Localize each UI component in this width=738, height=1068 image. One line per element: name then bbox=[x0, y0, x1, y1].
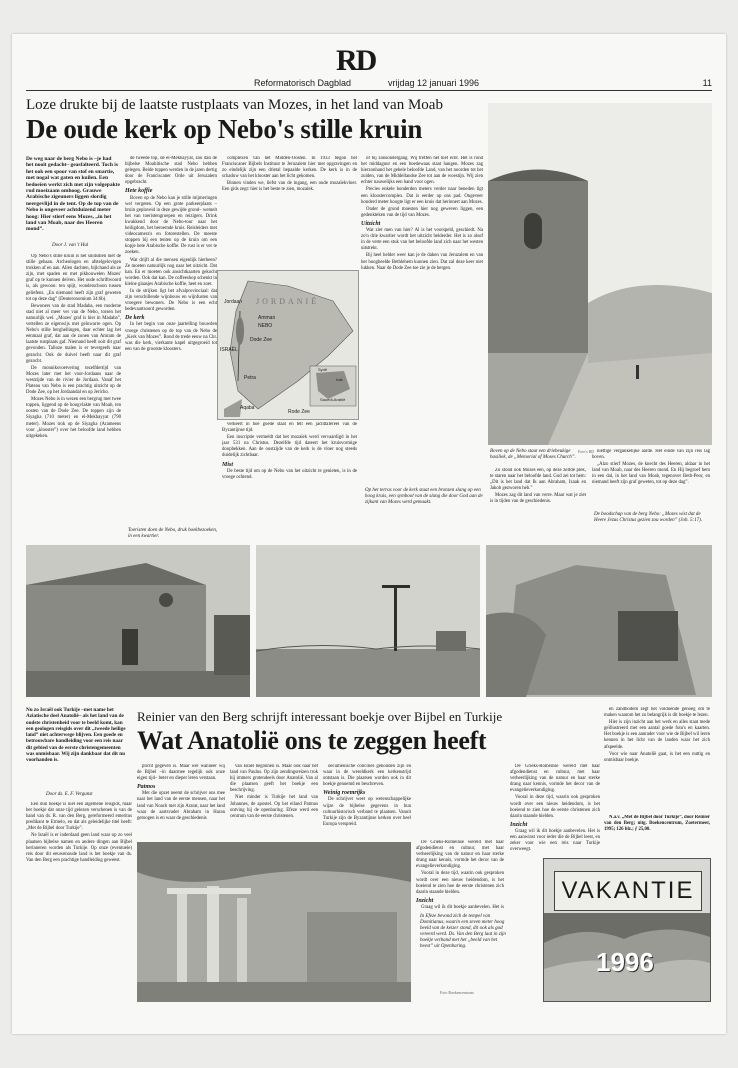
inset-label-saudi: Saoedi-Arabië bbox=[320, 397, 346, 402]
paragraph: Graag wil ik dit boekje aanbevelen. Het is een aanwinst voor ieder die de Bijbel leest, en zeker voor wie een reis naar Turkije overweegt. bbox=[510, 828, 600, 853]
paragraph: De Grieks-Romeinse wereld met haar afgodendienst en cultuur, met haar verheerlijking van de natuur en haar sterke drang naar kennis, vormde het decor van de evangelieverkondiging. bbox=[416, 840, 504, 870]
paragraph: Binnen vinden we, liefst van de ingang, een oude mozaïekvloer. Een gids zegt: hier is het beste te zien, mozaïek. bbox=[222, 181, 357, 193]
article1-byline: Door J. van 't Hul bbox=[52, 243, 89, 248]
jordan-map bbox=[217, 270, 359, 420]
vakantie-sign: VAKANTIE bbox=[554, 871, 702, 911]
subheading: Inzicht bbox=[510, 821, 528, 828]
article1-col2 bbox=[125, 156, 217, 528]
memorial-stone-drawing bbox=[486, 545, 712, 697]
subheading: Uitzicht bbox=[361, 220, 381, 227]
article2-byline: Door ds. E. F. Vergunst bbox=[46, 792, 93, 797]
vakantie-year: 1996 bbox=[596, 947, 654, 977]
map-label-amman: Amman bbox=[258, 315, 276, 321]
article1-col4-caption: Op het terras voor de kerk staat een bronzen slang op een hoog kruis, een symbool van de slang die door God aan de zijkant van Mozes werd gemaakt. bbox=[365, 488, 483, 505]
paragraph: Wat drijft al die mensen eigenlijk hierheen? Ze moeten natuurlijk nog naar het uitzicht. Dat kan. En er moeten ook ansichtkaarten gekocht worden. Ook dat kan. De coffeeshop schenkt in kleine glaasjes Arabische koffie, heet en zoet. bbox=[125, 257, 217, 287]
ephesus-ruins-photo bbox=[137, 842, 411, 1002]
inset-label-syria: Syrië bbox=[318, 367, 328, 372]
newspaper-name: Reformatorisch Dagblad bbox=[254, 78, 352, 88]
paragraph: Wat ziet men van hier? Al is het voorspeld, geschiedt. Na zo'n drie kwartier wordt het uitzicht helderder. Het is zo alsof in de verte een stuk van het beloofde land zich naar het westen uitstrekt. bbox=[361, 228, 483, 252]
church-exterior-photo bbox=[26, 545, 250, 697]
paragraph: complexen van het Midden-Oosten. In 1933 begon het Franciscaner Bijbels Instituut te Jeruzalem hier met opgravingen en zo eindelijk zijn een drietal bepaalde kerken. De kerk is in de schaduw van het klooster aan het licht gekomen. bbox=[222, 156, 357, 180]
article1-intro: De weg naar de berg Nebo is –je had het nooit gedacht– geasfalteerd. Toch is het ook een spoor van stof en smartie, met nogal wat gaten en kuilen. Een bedoeïen werkt zich met zijn volgepakte rud moeizaam omhoog. Grauwe Arabische zigeuners liggen slordig neergevlijd in de tent. Op de top van de Nebo is ongeveer achtduizend meter hoog: Hier stierf eens Mozes, „in het land van Moab, naar des Heeren mond”. bbox=[26, 156, 120, 233]
paragraph: Graag wil ik dit boekje aanbevelen. Het is bbox=[421, 904, 504, 910]
subheading: Weinig roemrijks bbox=[323, 790, 366, 797]
paragraph: Mozes Nebo is in wezen een bergrug met twee toppen, liggend op de hoogvlakte van Moab, ten oosten van de Dode Zee. De toppen zijn de Siyagha (710 meter) en el-Mekhayyat (790 meter). Mozes trok op de Siyagha (Arameens voor „klooster”) over het beloofde land hebben uitgekeken. bbox=[26, 397, 121, 439]
paragraph: Boven op de Nebo kan je stille mijmeringen wel vergeten. Op een grote parkeerplaats –bruin geplaveid in deze gewijde grond– wemelt het van toeristengroepen en reizigers. Drink kwakkend door de Nebo-tour naar het heiligdom, het beroemde kruis. Reisleiders met videocamera's en fotorestellen. De meeste stoppen bij een tenten op de kruin om een kopje hete Arabische koffie. De rust is er ver te zoeken. bbox=[125, 195, 217, 256]
map-label-jordan-river: Jordaan bbox=[224, 299, 243, 305]
paragraph: De Grieks-Romeinse wereld met haar afgodendienst en cultuur, met haar verheerlijking van de natuur en haar sterke drang naar kennis, vormde het decor van de evangelieverkondiging. bbox=[510, 764, 600, 794]
article1-col3-top bbox=[222, 156, 357, 268]
paragraph: Een dun boekje is niet een algemene reisgids, maar het boekje dat onze tijd gelezen verschenen is van de hand van ds. R. van den Berg, gereformeerd emeritus predikant te Ermelo, en dat als geleidelijke titel heeft: „Met de Bijbel door Turkije”. bbox=[26, 802, 132, 832]
issue-date: vrijdag 12 januari 1996 bbox=[388, 78, 480, 88]
paragraph: niettige vergankelijke aarde. Het einde van zijn reis lag boven. bbox=[592, 449, 710, 461]
article2-col6 bbox=[604, 707, 710, 812]
map-country-label: JORDANIË bbox=[256, 297, 320, 306]
church-exterior-drawing bbox=[26, 545, 250, 697]
serpent-cross-photo bbox=[256, 545, 480, 697]
map-label-nebo: NEBO bbox=[258, 323, 273, 329]
page-header bbox=[26, 44, 712, 88]
paragraph: Een inscriptie vermeldt dat het mozaïek werd vervaardigd in het jaar 531 na Christus. Dezelfde tijd dateert het kruisvormige doopbekken. Aan de oostzijde van de kerk is de vloer nog steeds duidelijk zichtbaar. bbox=[222, 435, 357, 459]
paragraph: Met die opzet neemt de schrijver ons mee naar het land van de eerste mensen, naar het land van Noach met zijn Ararat, naar het land waar de aartsvader Abraham in Haran getoogen is en waar de geschiedenis bbox=[137, 791, 225, 821]
paragraph: In het begin van onze jaartelling bouwden vroege christenen op de top van de Nebo de „Kerk van Mozes”. Rond de trede eeuw na Chr. was die kerk, vierkante kapel uitgegroeid tot een van de grootste kloosters. bbox=[125, 322, 217, 352]
paragraph: van Israël begonnen is. Maar ook naar het land van Paulus. Op zijn zendingsreizen trok hij immers grotendeels door Anatolië. Van al die plaatsen geeft het boekje een beschrijving. bbox=[230, 764, 318, 794]
nebo-church-photo bbox=[488, 103, 712, 445]
page-number: 11 bbox=[702, 78, 712, 88]
paragraph: Voor wie naar Anatolië gaat, is het een nuttig en onmisbaar boekje. bbox=[604, 751, 710, 763]
paragraph: Vooral in deze tijd, waarin ook gesproken wordt over een nieuw heidendom, is het boeiend te zien hoe de eerste christenen zich daarin staande hielden. bbox=[510, 795, 600, 819]
subheading: De kerk bbox=[125, 315, 145, 322]
paragraph: verkeert in hoe goede staat en telt een jachttafereel van de Byzantijnse tijd. bbox=[222, 422, 357, 434]
header-rule bbox=[26, 90, 712, 91]
article2-col4-top bbox=[323, 764, 411, 838]
right-photo-caption: Boven op de Nebo staat een driebeukige basiliek, de „Memorial of Moses Church”. bbox=[490, 449, 576, 460]
serpent-cross-drawing bbox=[256, 545, 480, 697]
paragraph: Zo stond ook Mozes een, op deze zelfde plek, te staren naar het beloofde land. God zei tot hem: „Dit is het land dat Ik aan Abraham, Izaak en Jakob gezworen heb.” bbox=[490, 468, 586, 492]
subheading: Inzicht bbox=[416, 897, 434, 904]
paragraph: In de strijken ligt het afvalprovinciaal: dat zijn verschillende wijnbouw en wijnfusten van vroegere bewoners. De Nebo is een echt bedevaartsoord geworden. bbox=[125, 288, 217, 313]
paragraph: Vooral in deze tijd, waarin ook gesproken wordt over een nieuw heidendom, is het boeiend te zien hoe de eerste christenen zich daarin staande hielden. bbox=[416, 871, 504, 895]
article2-headline: Wat Anatolië ons te zeggen heeft bbox=[137, 726, 487, 755]
paragraph: Ne Israël is er inderdaad geen land waar op zo veel plaatsen bijbelse namen en andere dingen aan Bijbel herinneren worden als Turkije. Op onze (eventuele) reis door dit eeuwenoude land is het boekje van ds. Van den Berg een prachtige handleiding geweest. bbox=[26, 833, 132, 863]
book-info-text: N.a.v. „Met de Bijbel door Turkije”, door Reinier van den Berg; uitg. Boekencentrum, Zoetermeer, 1995; 126 blz.; ƒ 25,00. bbox=[604, 815, 710, 833]
subheading: Mist bbox=[222, 461, 234, 468]
book-photo-credit: Foto Boekencentrum bbox=[440, 990, 474, 995]
article1-col6 bbox=[592, 449, 710, 503]
paragraph: De beste tijd om op de Nebo van het uitzicht te genieten, is in de vroege ochtend. bbox=[222, 468, 357, 480]
article1-col3-bottom bbox=[222, 422, 357, 540]
article1-kicker: Loze drukte bij de laatste rustplaats van Mozes, in het land van Moab bbox=[26, 97, 443, 113]
article1-headline: De oude kerk op Nebo's stille kruin bbox=[26, 114, 423, 144]
map-label-dead-sea: Dode Zee bbox=[250, 337, 272, 343]
article2-caption: In Efeze bevond zich de tempel van Domitianus, waarin een zeven meter hoog beeld van de keizer stond, dit ook als god vereerd werd. Ds. Van den Berg laat in zijn boekje verband met het „beeld van het beest” uit Openbaring. bbox=[420, 914, 506, 949]
map-label-israel: ISRAËL bbox=[220, 347, 238, 353]
article1-col2-caption: Toeristen doen de Nebo, druk hoekbezoeken, in een kwartier. bbox=[128, 528, 218, 539]
subheading: Patmos bbox=[137, 784, 156, 791]
article2-kicker: Reinier van den Berg schrijft interessant boekje over Bijbel en Turkije bbox=[137, 709, 503, 724]
paragraph: of bij zonsondergang. Wij treffen het niet echt. Het is rond het middaguur en een boedewaas staat hangen. Mozes zag hierzonhand het gehele beloofde Land, van het noorden tot het zuiden, van de Middellandse Zee tot aan de woestijn. Wij zien echter nauwelijks een hand voor ogen. bbox=[361, 156, 483, 186]
paragraph: plicht gegeven is. Maar wel wanneer wij de Bijbel –in daarmee tegelijk ook onze eigen tijd– beter en dieper leren verstaan. bbox=[137, 764, 225, 782]
paragraph: De monniksvoetvering tezelfdertijd van Mozes later met het voor-Jordaans naar de westzijde van de rivier de Jordaan. Vanaf het Plateau van Nebo is een prachtig uitzicht op de Dode Zee, op het Jordaandal en op Jericho. bbox=[26, 365, 121, 396]
article1-col6-caption: De boodschap van de berg Nebo: „Mozes wist dat de Heere Jezus Christus gezien zou worden” (Joh. 5:17). bbox=[594, 512, 703, 523]
paragraph: Bewoners van de stad Madaba, een moderne stad niet al meer ver van de Nebo, torsen het natuurlijk wel. „Mozes' graf is hier in Madaba”, vertellen ze eigenwijs met geïnwarre ogen. Op Nebo's stille berghellingen, daar echter lag het eenmaal graf, dat aan de zonen van Amram de laatste rustplaats gaf. Niemand heeft ooit dit graf gevonden. Talloze malen is er tevergeefs naar gezocht. Ook de duivel heeft naar dit graf gezocht. bbox=[26, 303, 121, 364]
paragraph: Op Nebo's stille kruin is het sindsdien niet de stille gebaan. Archeologen en afstelgelovigen trokken af en aan. Allen dachten, bijlchand als ze zijn, met spaden en met pikhouwelen Mozes' graf op te kunnen delven. Het oude schriftwoord is, als gewoon: ten spijt, wonderschoon tussen geliefens. „En niemand heeft zijn graf geweten tot op deze dag” (Deuteronomium 34:6b). bbox=[26, 254, 121, 302]
paragraph: Niet minder is Turkije het land van Johannes, de apostel. Op het eiland Patmos ontving hij de openbaring. Efeze werd een centrum van de eerste christenen. bbox=[230, 795, 318, 819]
paragraph: Bij heel helder weer kan je de daken van Jeruzalem en van het hoogbeelde Bethlehem kunnen zien. Dat zal deze keer niet lukken. Naar de Dode Zee toe zie je de bergen. bbox=[361, 253, 483, 271]
article1-col4 bbox=[361, 156, 483, 484]
inset-label-iraq: Irak bbox=[336, 377, 343, 382]
article2-col3 bbox=[230, 764, 318, 838]
article2-intro: Nu zo Israël ook Turkije –met name het Aziatische deel Anatolië– als het land van de oudste christenheid voor te beeld komt, kan een geologen reisgids over dit „tweede heilige land” niet achterwege blijven. Een goede en betrouwbare handleiding voor een reis naar dit gebied van de eerste christengemeenten was onmisbaar. Wij zijn dankbaar dat dit nu voorhanden is. bbox=[26, 707, 126, 764]
article2-col1 bbox=[26, 802, 132, 1002]
paragraph: De schrijver weet op wetenschappelijke wijze de bijbelse gegevens in hun cultuurhistorisch verband te plaatsen. Vanuit Turkije zijn de Byzantijnse kerken over heel Europa verspreid. bbox=[323, 797, 411, 827]
ephesus-ruins-drawing bbox=[137, 842, 411, 1002]
paragraph: Mozes zag dit land van verre. Maar wat je ziet is in tijden van de geschiedenis. bbox=[490, 493, 586, 505]
book-info bbox=[604, 815, 710, 855]
paragraph: de tweede top, de el-Mekhayyat, zou dan de bijbelse Moabitische stad Nebo hebben gelegen. Beide toppen werden in de jaren dertig door de Franciscaner Orde uit Jeruzalem opgebracht. bbox=[125, 156, 217, 186]
paragraph: en zandbodem zegt het voldoende genoeg om te maken waarom het zo belangrijk is dit boekje te lezen. bbox=[604, 707, 710, 719]
paragraph: Onder de grond moesten hier nog geweven liggen, een gedenkteken van de tijd van Mozes. bbox=[361, 206, 483, 218]
map-label-aqaba: Aqaba bbox=[240, 405, 255, 411]
paragraph: „Alzo stierf Mozes, de knecht des Heeren, aldaar in het land van Moab, naar des Heeren mond. En Hij begroef hem in een dal, in het land van Moab, tegenover Beth-Peor, en niemand heeft zijn graf geweten, tot op deze dag”. bbox=[592, 462, 710, 486]
subheading: Hete koffie bbox=[125, 188, 153, 195]
memorial-stone-photo bbox=[486, 545, 712, 697]
vakantie-book-cover bbox=[543, 858, 711, 1002]
article2-col2 bbox=[137, 764, 225, 838]
rd-logo: RD bbox=[336, 44, 376, 77]
paragraph: Precies enkele honderden meters verder naar beneden ligt een kloostercomplex. Dat is eerder op ons pad. Ongeveer honderd meter hoogte ligt er een kruis dat herinnert aan Mozes. bbox=[361, 187, 483, 205]
article2-col4-bottom bbox=[416, 840, 504, 910]
map-label-petra: Petra bbox=[244, 375, 256, 381]
paragraph: Hier is zijn inzicht aan het werk en alles staat mede geïllustreerd met een aantal goede foto's en kaarten. Het boekje is een aanrader voor wie de Bijbel wil leren kennen in het licht van de landen waar het zich afspeelde. bbox=[604, 720, 710, 750]
photo-credit: Foto's RD bbox=[578, 449, 595, 454]
map-label-red-sea: Rode Zee bbox=[288, 409, 310, 415]
paragraph: oecumenische concilies gehouden zijn en waar in de wereldkerk een kerkenstrijd ontstaan is. Die plaatsen worden ook in dit boekje genoemd en beschreven. bbox=[323, 764, 411, 788]
nebo-church-drawing bbox=[488, 103, 712, 445]
article1-col5 bbox=[490, 468, 586, 542]
